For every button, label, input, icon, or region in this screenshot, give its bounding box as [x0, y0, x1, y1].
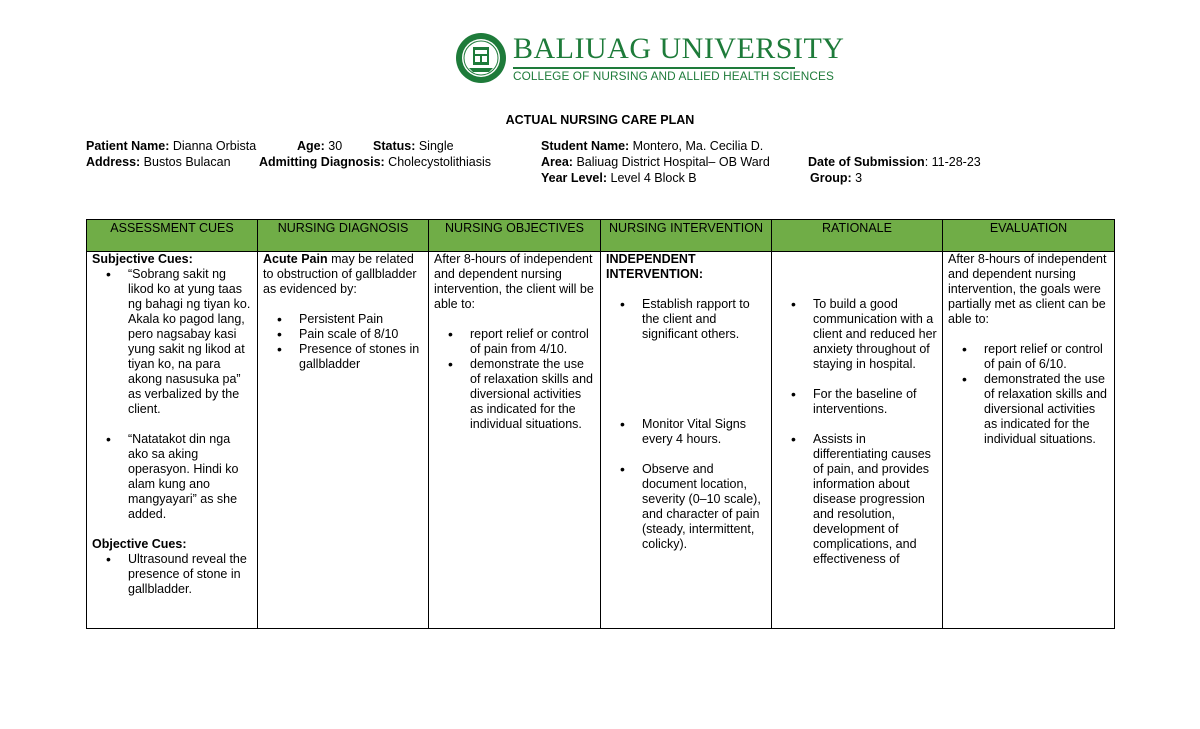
header-nursing-diagnosis: NURSING DIAGNOSIS	[258, 220, 429, 252]
objectives-lead: After 8-hours of independent and dependent nursing intervention, the client will be able to:	[434, 252, 594, 311]
document-title: ACTUAL NURSING CARE PLAN	[505, 113, 695, 127]
evaluation-lead: After 8-hours of independent and dependent nursing intervention, the goals were partially met as client can be able to:	[948, 252, 1107, 326]
table-row	[87, 252, 1115, 629]
student-name-field: Student Name: Montero, Ma. Cecilia D.	[541, 139, 764, 153]
assessment-cues-cell	[87, 252, 258, 629]
header-nursing-intervention: NURSING INTERVENTION	[601, 220, 772, 252]
status-field: Status: Single	[373, 139, 454, 153]
list-item: • Establish rapport to the client and significant others.	[642, 297, 766, 342]
table-header-row	[87, 220, 1115, 252]
evaluation-cell	[943, 252, 1115, 629]
rationale-cell	[772, 252, 943, 629]
list-item: • Observe and document location, severity (0–10 scale), and character of pain (steady, intermittent, colicky).	[642, 462, 766, 552]
diagnosis-statement: Acute Pain may be related to obstruction of gallbladder as evidenced by:	[263, 252, 417, 296]
list-item: • demonstrate the use of relaxation skills and diversional activities as indicated for the individual situations.	[470, 357, 595, 432]
list-item: • report relief or control of pain from 4/10.	[470, 327, 595, 357]
list-item: • Ultrasound reveal the presence of stone in gallbladder.	[128, 552, 252, 597]
list-item: • Pain scale of 8/10	[299, 327, 423, 342]
list-item: • Monitor Vital Signs every 4 hours.	[642, 417, 766, 447]
patient-name-field: Patient Name: Dianna Orbista	[86, 139, 257, 153]
age-field: Age: 30	[297, 139, 343, 153]
admitting-diagnosis-field: Admitting Diagnosis: Cholecystolithiasis	[259, 155, 491, 169]
university-name: BALIUAG UNIVERSITY	[513, 32, 845, 65]
list-item: • report relief or control of pain of 6/10.	[984, 342, 1109, 372]
list-item: • For the baseline of interventions.	[813, 387, 937, 417]
address-field: Address: Bustos Bulacan	[86, 155, 231, 169]
subjective-cues-heading: Subjective Cues:	[92, 252, 193, 266]
header-assessment-cues: ASSESSMENT CUES	[87, 220, 258, 252]
independent-intervention-heading: INDEPENDENT INTERVENTION:	[606, 252, 703, 281]
list-item: • “Sobrang sakit ng likod ko at yung taas ng bahagi ng tiyan ko. Akala ko pagod lang, pero nagsabay kasi yung sakit ng likod at tiyan ko, na para akong nasusuka pa” as verbalized by the client.	[128, 267, 252, 417]
area-field: Area: Baliuag District Hospital– OB Ward	[541, 155, 770, 169]
year-level-field: Year Level: Level 4 Block B	[541, 171, 697, 185]
list-item: • Presence of stones in gallbladder	[299, 342, 423, 372]
university-seal-icon	[455, 32, 507, 84]
nursing-diagnosis-cell	[258, 252, 429, 629]
header-rationale: RATIONALE	[772, 220, 943, 252]
list-item: • Persistent Pain	[299, 312, 423, 327]
list-item: • To build a good communication with a client and reduced her anxiety throughout of staying in hospital.	[813, 297, 937, 372]
list-item: • demonstrated the use of relaxation skills and diversional activities as indicated for the individual situations.	[984, 372, 1109, 447]
nursing-objectives-cell	[429, 252, 601, 629]
submission-date-field: Date of Submission: 11-28-23	[808, 155, 981, 169]
university-header	[455, 32, 845, 84]
list-item: • Assists in differentiating causes of pain, and provides information about disease progression and resolution, development of complications, and effectiveness of	[813, 432, 937, 567]
header-nursing-objectives: NURSING OBJECTIVES	[429, 220, 601, 252]
objective-cues-heading: Objective Cues:	[92, 537, 187, 551]
care-plan-table	[86, 219, 1115, 629]
header-evaluation: EVALUATION	[943, 220, 1115, 252]
college-name: COLLEGE OF NURSING AND ALLIED HEALTH SCIENCES	[513, 69, 834, 83]
nursing-intervention-cell	[601, 252, 772, 629]
list-item: • “Natatakot din nga ako sa aking operasyon. Hindi ko alam kung ano mangyayari” as she added.	[128, 432, 252, 522]
group-field: Group: 3	[810, 171, 863, 185]
